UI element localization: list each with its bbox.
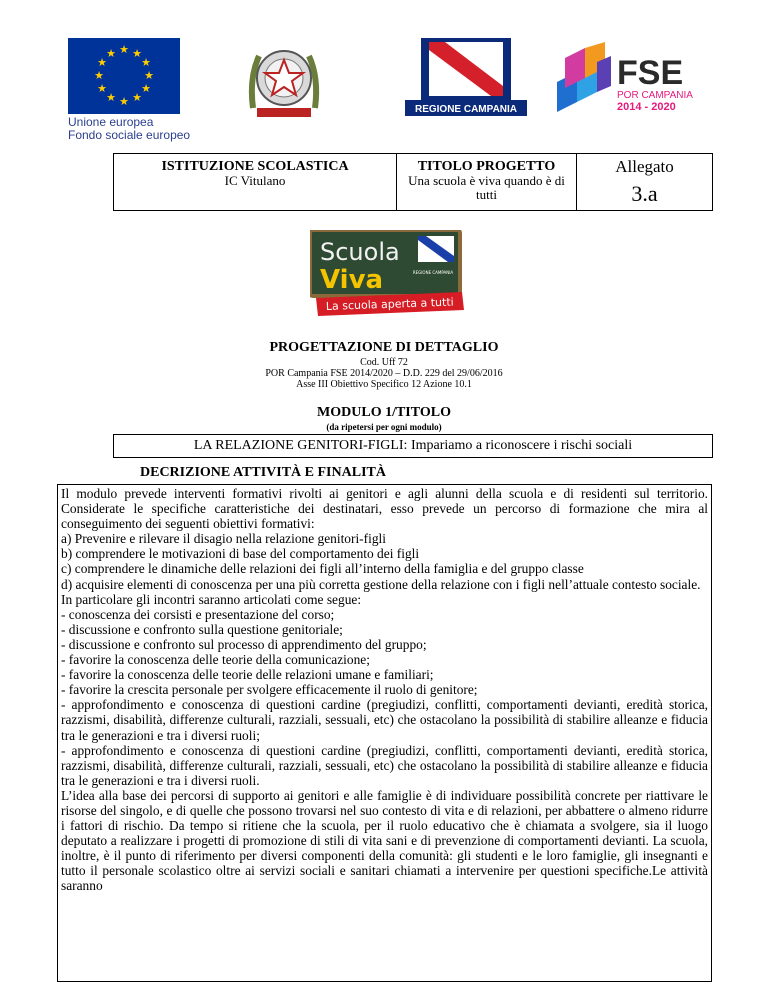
institution-title: ISTITUZIONE SCOLASTICA [161, 159, 349, 174]
fse-logo [555, 38, 705, 124]
header-allegato-cell [577, 154, 712, 210]
svg-text:★: ★ [132, 47, 142, 60]
objective-item: c) comprendere le dinamiche delle relazioni dei figli all’interno della famiglia e del gruppo classe [61, 561, 584, 577]
svg-text:★: ★ [106, 91, 116, 104]
eu-caption-line1: Unione europea [68, 115, 154, 129]
italian-republic-emblem [245, 38, 323, 124]
list-item: - discussione e confronto sulla questione genitoriale; [61, 621, 343, 637]
fse-sub2: 2014 - 2020 [617, 101, 676, 113]
institution-value: IC Vitulano [224, 173, 286, 188]
description-box [57, 484, 712, 982]
project-title: TITOLO PROGETTO [417, 159, 556, 174]
list-item: - approfondimento e conoscenza di questioni cardine (pregiudizi, conflitti, comportamenti devianti, eredità storica, razzismi, disabilità, differenze culturali, razziali, sessuali, etc) che ostacolano la possibilità di stabilire alleanze e fiducia tra le generazioni e tra i diversi ruoli. [61, 742, 708, 788]
project-value: Una scuola è viva quando è di tutti [408, 173, 565, 202]
title-asse: Asse III Obiettivo Specifico 12 Azione 10.1 [296, 379, 472, 390]
campania-label: REGIONE CAMPANIA [414, 104, 518, 115]
svg-text:★: ★ [141, 82, 151, 95]
list-item: - conoscenza dei corsisti e presentazione del corso; [61, 606, 335, 622]
module-heading: MODULO 1/TITOLO [317, 405, 451, 420]
list-item: - discussione e confronto sul processo di apprendimento del gruppo; [61, 636, 427, 652]
sv-tagline: La scuola aperta a tutti [325, 295, 454, 313]
section-title: DECRIZIONE ATTIVITÀ E FINALITÀ [140, 465, 386, 480]
svg-text:★: ★ [144, 69, 154, 82]
eu-caption [68, 116, 198, 142]
allegato-number: 3.a [631, 181, 658, 206]
fse-text: FSE [617, 54, 684, 92]
title-por: POR Campania FSE 2014/2020 – D.D. 229 del 29/06/2016 [265, 368, 503, 379]
svg-text:★: ★ [132, 91, 142, 104]
eu-caption-line2: Fondo sociale europeo [68, 128, 191, 142]
module-note: (da ripetersi per ogni modulo) [326, 422, 442, 432]
objective-item: b) comprendere le motivazioni di base del comportamento dei figli [61, 546, 420, 562]
header-table [113, 153, 713, 211]
objective-item: a) Prevenire e rilevare il disagio nella relazione genitori-figli [61, 531, 386, 547]
eu-flag-logo [68, 38, 180, 114]
svg-text:★: ★ [141, 56, 151, 69]
paragraph: L’idea alla base dei percorsi di supporto ai genitori e alle famiglie è di individuare possibilità concrete per riattivare le risorse del singolo, e di quelle che possono trovarsi nel suo contesto di vita e di relazioni, per abbattere o almeno ridurre i fattori di rischio. Da tempo si ritiene che la scuola, per il ruolo educativo che è chiamata a svolgere, sia il luogo deputato a realizzare i progetti di promozione di stili di vita sani e di prevenzione di comportamenti devianti. La scuola, inoltre, è il punto di riferimento per diversi componenti della comunità: gli studenti e le loro famiglie, gli insegnanti e tutto il personale scolastico oltre ai servizi sociali e sanitari chiamati a intervenire per questioni specifiche.Le attività saranno [61, 787, 708, 894]
paragraph: Il modulo prevede interventi formativi rivolti ai genitori e agli alunni della scuola e di residenti sul territorio. Considerate le specifiche caratteristiche dei destinatari, esso prevede un percorso di formazione che mira al conseguimento dei seguenti obiettivi formativi: [61, 486, 708, 532]
paragraph: In particolare gli incontri saranno articolati come segue: [61, 591, 362, 607]
page-title: PROGETTAZIONE DI DETTAGLIO [269, 340, 499, 355]
svg-text:★: ★ [119, 43, 129, 56]
objective-item: d) acquisire elementi di conoscenza per una più corretta gestione della relazione con i figli nell’attuale contesto sociale. [61, 576, 701, 592]
scuola-viva-logo [310, 230, 468, 320]
svg-text:★: ★ [97, 56, 107, 69]
list-item: - favorire la conoscenza delle teorie della comunicazione; [61, 652, 370, 668]
svg-text:★: ★ [106, 47, 116, 60]
header-institution-cell [114, 154, 397, 210]
fse-sub1: POR CAMPANIA [617, 90, 693, 101]
sv-region: REGIONE CAMPANIA [412, 270, 454, 275]
list-item: - favorire la conoscenza delle teorie delle relazioni umane e familiari; [61, 667, 434, 683]
module-title-box: LA RELAZIONE GENITORI-FIGLI: Impariamo a riconoscere i rischi sociali [113, 434, 713, 458]
viva-word: Viva [320, 265, 384, 295]
svg-text:★: ★ [97, 82, 107, 95]
list-item: - favorire la crescita personale per svolgere efficacemente il ruolo di genitore; [61, 682, 478, 698]
svg-text:★: ★ [94, 69, 104, 82]
allegato-label: Allegato [615, 157, 674, 176]
scuola-word: Scuola [320, 238, 400, 266]
svg-text:★: ★ [119, 95, 129, 108]
regione-campania-logo [405, 38, 527, 116]
title-code: Cod. Uff 72 [360, 357, 408, 368]
list-item: - approfondimento e conoscenza di questioni cardine (pregiudizi, conflitti, comportamenti devianti, eredità storica, razzismi, disabilità, differenze culturali, razziali, sessuali, etc) che ostacolano la possibilità di stabilire alleanze e fiducia tra le generazioni e tra i diversi ruoli; [61, 697, 708, 743]
header-project-cell [397, 154, 577, 210]
